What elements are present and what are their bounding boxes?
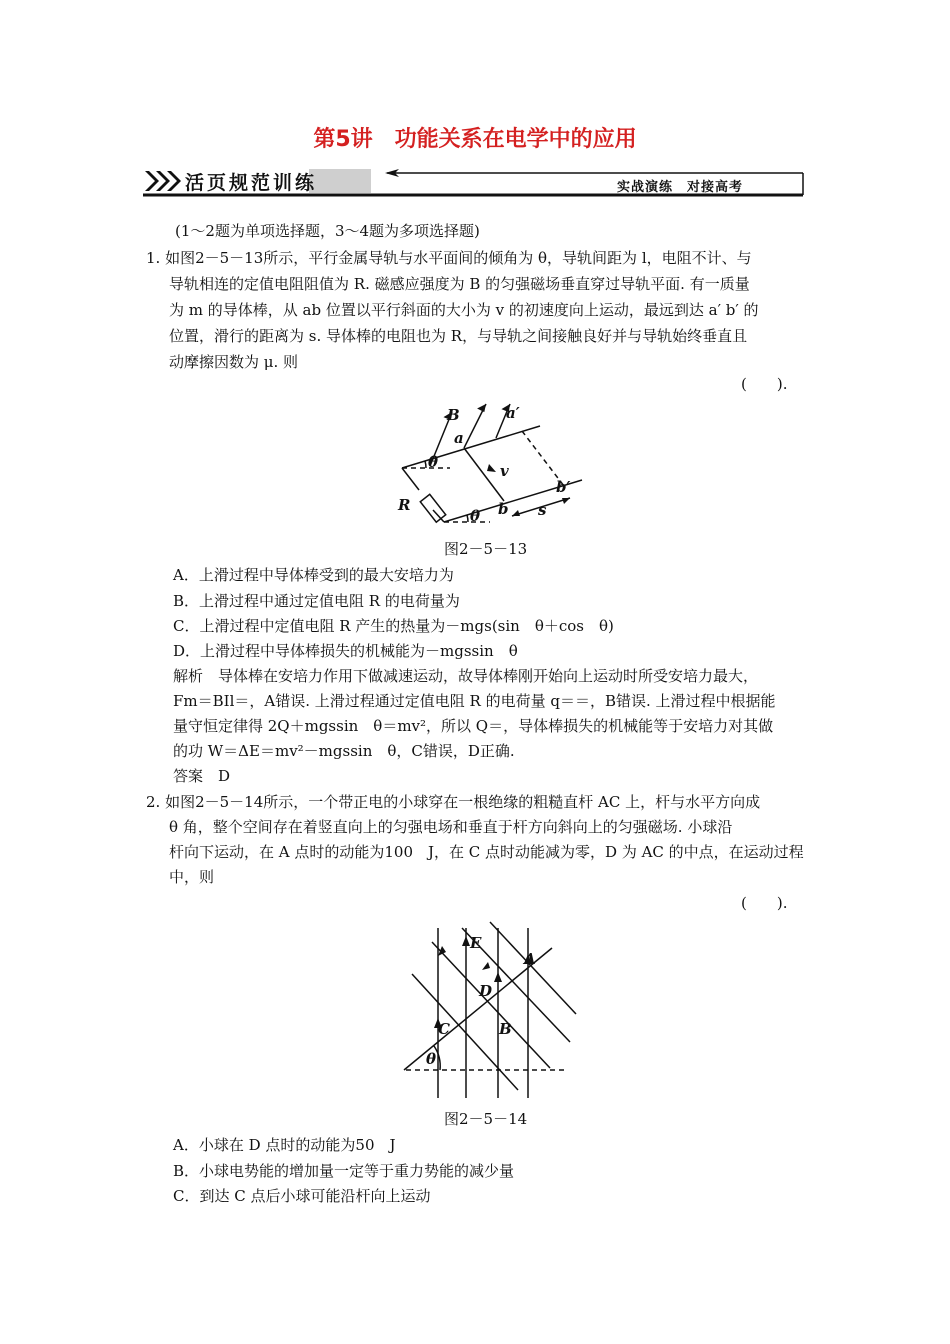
q2-line-3: 杆向下运动，在 A 点时的动能为100 J，在 C 点时动能减为零，D 为 AC 的中点，在运动过程 xyxy=(169,843,804,861)
figure-2-5-14 xyxy=(400,918,580,1102)
q1-line-3: 为 m 的导体棒，从 ab 位置以平行斜面的大小为 v 的初速度向上运动，最远到达 a′ b′ 的 xyxy=(169,301,759,319)
q1-line-1: 1. 如图2－5－13所示，平行金属导轨与水平面间的倾角为 θ，导轨间距为 l，电阻不计、与 xyxy=(146,249,752,267)
chevron-icon xyxy=(145,171,181,191)
q1-option-a: A．上滑过程中导体棒受到的最大安培力为 xyxy=(173,566,454,584)
label-E: E xyxy=(470,934,482,952)
figure-2-5-14-caption: 图2－5－14 xyxy=(444,1110,528,1128)
q1-analysis-1: 解析 导体棒在安培力作用下做减速运动，故导体棒刚开始向上运动时所受安培力最大， xyxy=(173,667,759,685)
q1-option-c: C．上滑过程中定值电阻 R 产生的热量为－mgs(sin θ＋cos θ) xyxy=(173,617,614,635)
q1-line-5: 动摩擦因数为 μ. 则 xyxy=(169,353,299,371)
label-theta-2: θ xyxy=(470,507,481,525)
label-theta: θ xyxy=(426,1050,437,1068)
label-C: C xyxy=(438,1020,450,1038)
label-R: R xyxy=(398,496,411,514)
q1-answer: 答案 D xyxy=(173,767,231,785)
banner-right-label: 实战演练 对接高考 xyxy=(617,180,744,195)
page-title: 第5讲 功能关系在电学中的应用 xyxy=(313,127,637,152)
q2-option-a: A．小球在 D 点时的动能为50 J xyxy=(173,1136,396,1154)
label-A: A xyxy=(524,950,536,968)
label-b: b xyxy=(498,500,509,518)
section-banner xyxy=(143,165,805,197)
q1-line-4: 位置，滑行的距离为 s. 导体棒的电阻也为 R，与导轨之间接触良好并与导轨始终垂直且 xyxy=(169,327,748,345)
label-theta-1: θ xyxy=(428,453,439,471)
q2-option-c: C．到达 C 点后小球可能沿杆向上运动 xyxy=(173,1187,431,1205)
label-a-prime: a′ xyxy=(506,404,520,422)
q2-line-4: 中，则 xyxy=(169,868,215,886)
q1-option-d: D．上滑过程中导体棒损失的机械能为－mgssin θ xyxy=(173,642,518,660)
figure-2-5-13 xyxy=(392,398,592,536)
q1-analysis-4: 的功 W＝ΔE＝mv²－mgssin θ，C错误，D正确. xyxy=(173,742,515,760)
q2-line-1: 2. 如图2－5－14所示，一个带正电的小球穿在一根绝缘的粗糙直杆 AC 上，杆与水平方向成 xyxy=(146,793,761,811)
q1-option-b: B．上滑过程中通过定值电阻 R 的电荷量为 xyxy=(173,592,460,610)
figure-2-5-13-caption: 图2－5－13 xyxy=(444,540,528,558)
label-D: D xyxy=(479,982,493,1000)
label-a: a xyxy=(454,429,464,447)
label-s: s xyxy=(538,501,547,519)
q2-line-2: θ 角，整个空间存在着竖直向上的匀强电场和垂直于杆方向斜向上的匀强磁场. 小球沿 xyxy=(169,818,733,836)
q2-answer-bracket: ( ). xyxy=(741,894,788,912)
q1-analysis-2: Fm＝BIl＝，A错误. 上滑过程通过定值电阻 R 的电荷量 q＝＝，B错误. 上滑过程中根据能 xyxy=(173,692,776,710)
label-v: v xyxy=(500,462,509,480)
q1-answer-bracket: ( ). xyxy=(741,375,788,393)
banner-left-label: 活页规范训练 xyxy=(185,172,318,194)
q1-analysis-3: 量守恒定律得 2Q＋mgssin θ＝mv²，所以 Q＝，导体棒损失的机械能等于安培力对其做 xyxy=(173,717,774,735)
label-B: B xyxy=(499,1020,512,1038)
question-type-note: (1～2题为单项选择题，3～4题为多项选择题) xyxy=(175,222,480,240)
q2-option-b: B．小球电势能的增加量一定等于重力势能的减少量 xyxy=(173,1162,515,1180)
label-B: B xyxy=(447,406,460,424)
q1-line-2: 导轨相连的定值电阻阻值为 R. 磁感应强度为 B 的匀强磁场垂直穿过导轨平面. 有一质量 xyxy=(169,275,750,293)
label-b-prime: b′ xyxy=(556,478,571,496)
